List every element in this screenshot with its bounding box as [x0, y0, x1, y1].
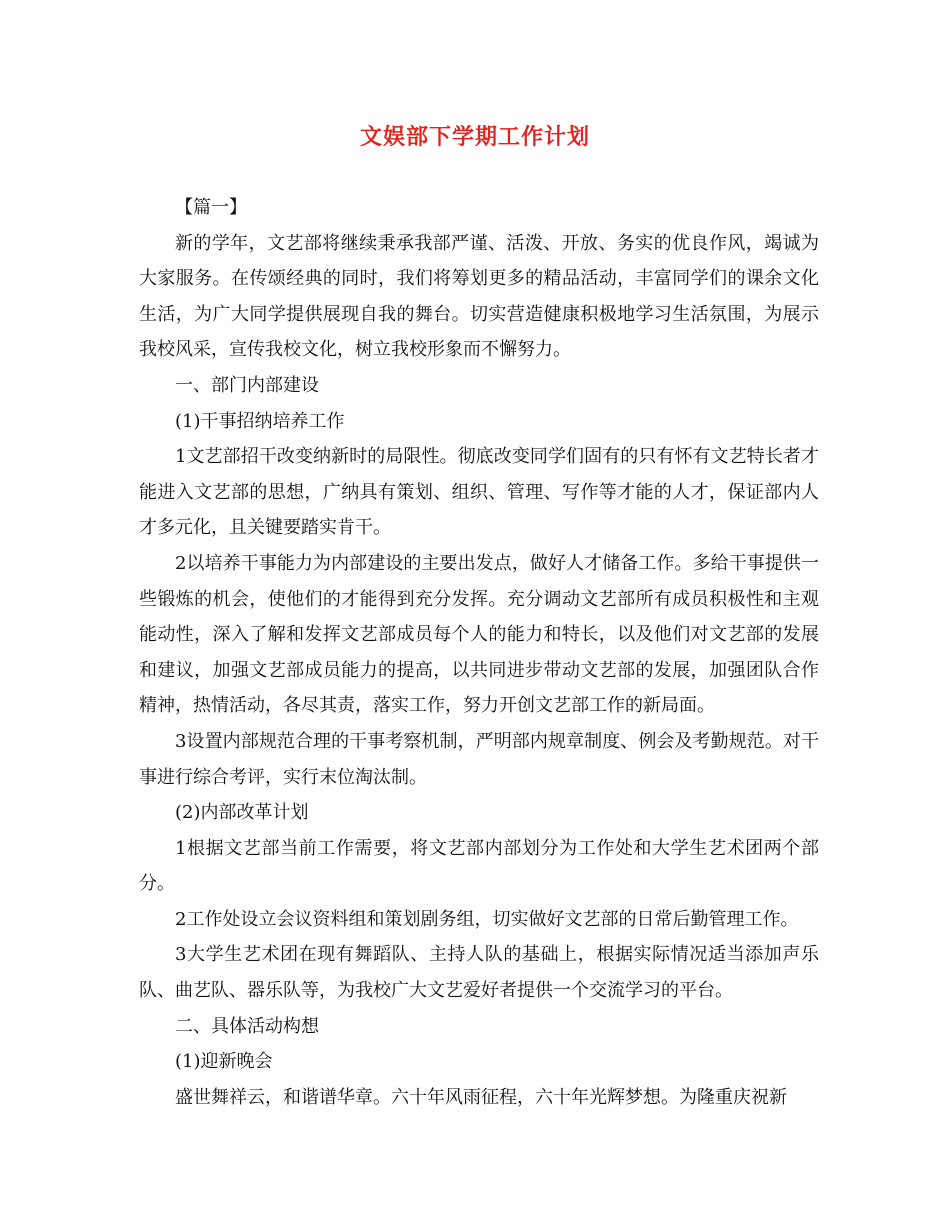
document-body [139, 190, 819, 1115]
document-title: 文娱部下学期工作计划 [359, 124, 590, 150]
paragraph-recruitment-3: 3设置内部规范合理的干事考察机制，严明部内规章制度、例会及考勤规范。对干事进行综合考评，实行末位淘汰制。 [139, 730, 819, 788]
paragraph-reform-1: 1根据文艺部当前工作需要，将文艺部内部划分为工作处和大学生艺术团两个部分。 [139, 837, 819, 895]
heading-internal-construction: 一、部门内部建设 [175, 374, 319, 396]
paragraph-reform-2: 2工作处设立会议资料组和策划剧务组，切实做好文艺部的日常后勤管理工作。 [175, 908, 799, 930]
section-label-part-one: 【篇一】 [175, 197, 247, 218]
paragraph-welcome-party: 盛世舞祥云，和谐谱华章。六十年风雨征程，六十年光辉梦想。为隆重庆祝新 [175, 1086, 787, 1108]
intro-paragraph: 新的学年，文艺部将继续秉承我部严谨、活泼、开放、务实的优良作风，竭诚为大家服务。在传颂经典的同时，我们将筹划更多的精品活动，丰富同学们的课余文化生活，为广大同学提供展现自我的舞台。切实营造健康积极地学习生活氛围，为展示我校风采，宣传我校文化，树立我校形象而不懈努力。 [139, 232, 819, 361]
paragraph-recruitment-2: 2以培养干事能力为内部建设的主要出发点，做好人才储备工作。多给干事提供一些锻炼的机会，使他们的才能得到充分发挥。充分调动文艺部所有成员积极性和主观能动性，深入了解和发挥文艺部成员每个人的能力和特长，以及他们对文艺部的发展和建议，加强文艺部成员能力的提高，以共同进步带动文艺部的发展，加强团队合作精神，热情活动，各尽其责，落实工作，努力开创文艺部工作的新局面。 [139, 552, 819, 717]
paragraph-reform-3: 3大学生艺术团在现有舞蹈队、主持人队的基础上，根据实际情况适当添加声乐队、曲艺队、器乐队等，为我校广大文艺爱好者提供一个交流学习的平台。 [139, 944, 819, 1002]
paragraph-recruitment-1: 1文艺部招干改变纳新时的局限性。彻底改变同学们固有的只有怀有文艺特长者才能进入文艺部的思想，广纳具有策划、组织、管理、写作等才能的人才，保证部内人才多元化，且关键要踏实肯干。 [139, 446, 819, 539]
subheading-welcome-party: (1)迎新晚会 [175, 1051, 273, 1073]
heading-activity-plans: 二、具体活动构想 [175, 1015, 319, 1037]
subheading-staff-recruitment: (1)干事招纳培养工作 [175, 410, 345, 432]
subheading-internal-reform: (2)内部改革计划 [175, 802, 309, 824]
